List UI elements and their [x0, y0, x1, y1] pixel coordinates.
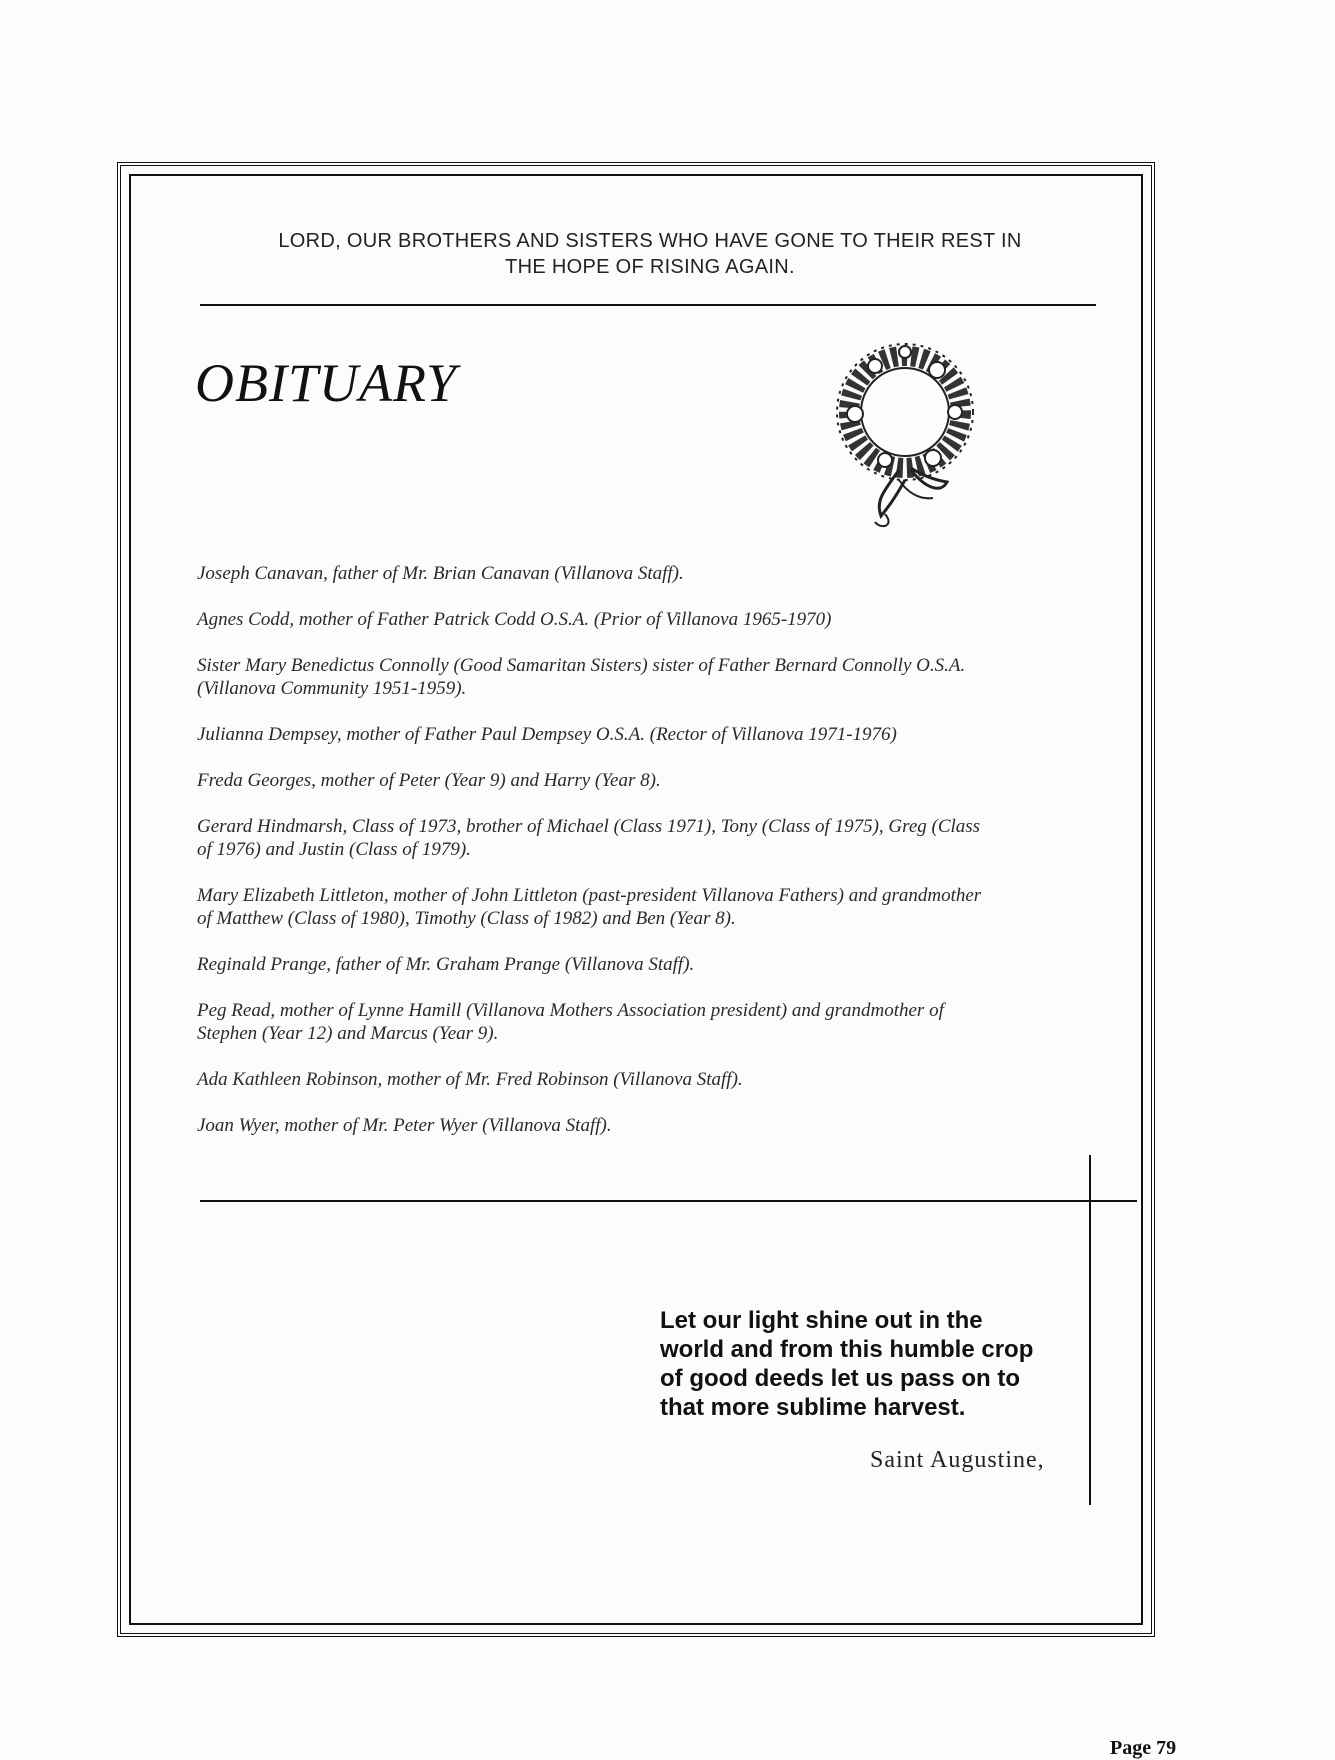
- entry-text: Gerard Hindmarsh, Class of 1973, brother of Michael (Class 1971), Tony (Class of 1975), Greg (Class: [197, 816, 981, 837]
- entry-text: Sister Mary Benedictus Connolly (Good Samaritan Sisters) sister of Father Bernard Connolly O.S.A.: [197, 655, 966, 676]
- quote-attribution: Saint Augustine,: [870, 1447, 1045, 1473]
- list-item: [197, 884, 1097, 930]
- obituary-list: [197, 562, 1097, 1160]
- entry-text: of Matthew (Class of 1980), Timothy (Class of 1982) and Ben (Year 8).: [197, 908, 736, 929]
- wreath-icon: [815, 330, 1005, 550]
- entry-text: Joan Wyer, mother of Mr. Peter Wyer (Villanova Staff).: [197, 1115, 612, 1136]
- list-item: [197, 654, 1097, 700]
- entry-text: Joseph Canavan, father of Mr. Brian Canavan (Villanova Staff).: [197, 563, 684, 584]
- prayer-heading: [200, 228, 1100, 280]
- list-item: [197, 608, 1097, 631]
- prayer-line: LORD, OUR BROTHERS AND SISTERS WHO HAVE GONE TO THEIR REST IN: [278, 230, 1022, 252]
- entry-text: (Villanova Community 1951-1959).: [197, 678, 467, 699]
- list-item: [197, 1068, 1097, 1091]
- cross-vertical-line: [1089, 1155, 1091, 1505]
- entry-text: Freda Georges, mother of Peter (Year 9) and Harry (Year 8).: [197, 770, 661, 791]
- list-item: [197, 1114, 1097, 1137]
- quote-line: of good deeds let us pass on to: [660, 1365, 1021, 1392]
- entry-text: Reginald Prange, father of Mr. Graham Prange (Villanova Staff).: [197, 954, 695, 975]
- entry-text: Stephen (Year 12) and Marcus (Year 9).: [197, 1023, 499, 1044]
- closing-quote: [660, 1306, 1080, 1422]
- divider-top: [200, 304, 1096, 306]
- entry-text: Peg Read, mother of Lynne Hamill (Villanova Mothers Association president) and grandmother of: [197, 1000, 944, 1021]
- entry-text: of 1976) and Justin (Class of 1979).: [197, 839, 471, 860]
- list-item: [197, 723, 1097, 746]
- list-item: [197, 815, 1097, 861]
- entry-text: Agnes Codd, mother of Father Patrick Codd O.S.A. (Prior of Villanova 1965-1970): [197, 609, 832, 630]
- quote-line: world and from this humble crop: [660, 1336, 1034, 1363]
- list-item: [197, 953, 1097, 976]
- page-title: OBITUARY: [195, 353, 458, 413]
- prayer-line: THE HOPE OF RISING AGAIN.: [505, 256, 795, 278]
- page-number: Page 79: [1110, 1737, 1177, 1759]
- quote-line: Let our light shine out in the: [660, 1307, 983, 1334]
- quote-line: that more sublime harvest.: [660, 1394, 966, 1421]
- entry-text: Julianna Dempsey, mother of Father Paul Dempsey O.S.A. (Rector of Villanova 1971-1976): [197, 724, 897, 745]
- cross-horizontal-line: [200, 1200, 1137, 1202]
- entry-text: Ada Kathleen Robinson, mother of Mr. Fred Robinson (Villanova Staff).: [197, 1069, 743, 1090]
- list-item: [197, 562, 1097, 585]
- entry-text: Mary Elizabeth Littleton, mother of John Littleton (past-president Villanova Fathers) and grandmother: [197, 885, 982, 906]
- list-item: [197, 769, 1097, 792]
- list-item: [197, 999, 1097, 1045]
